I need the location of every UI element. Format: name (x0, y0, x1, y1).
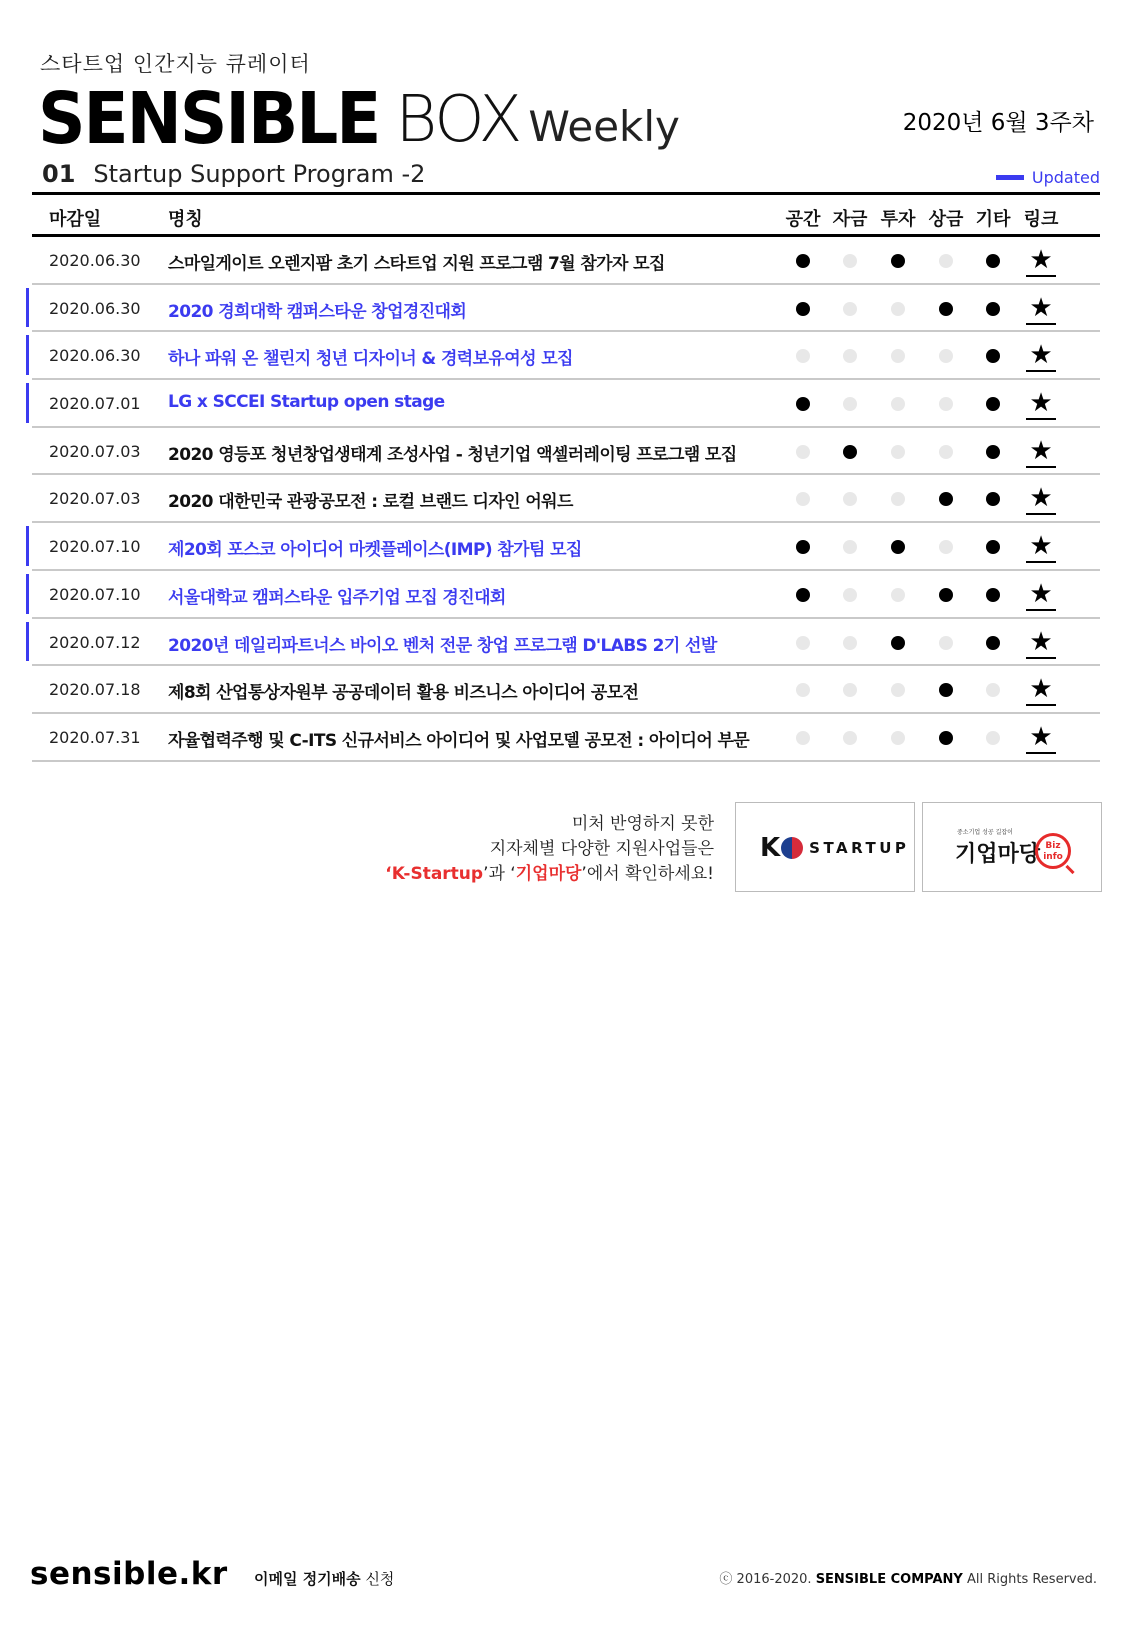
indicator-other (986, 254, 1000, 268)
indicator-investment (891, 349, 905, 363)
indicator-funding (843, 254, 857, 268)
row-name: 제20회 포스코 아이디어 마켓플레이스(IMP) 참가팀 모집 (168, 540, 582, 561)
indicator-investment (891, 445, 905, 459)
copyright-prefix: ⓒ 2016-2020. (719, 1572, 812, 1587)
indicator-space (796, 302, 810, 316)
indicator-investment (891, 683, 905, 697)
brand-weekly: Weekly (528, 102, 680, 151)
row-name: 서울대학교 캠퍼스타운 입주기업 모집 경진대회 (168, 587, 506, 608)
link-star-icon[interactable]: ★ (1026, 293, 1056, 325)
indicator-other (986, 588, 1000, 602)
table-row (32, 332, 1100, 380)
table-header (32, 195, 1100, 237)
indicator-funding (843, 731, 857, 745)
indicator-other (986, 397, 1000, 411)
indicator-investment (891, 492, 905, 506)
indicator-space (796, 731, 810, 745)
header-space: 공간 (785, 209, 821, 230)
kstartup-k: K (760, 833, 781, 863)
table-row (32, 475, 1100, 523)
header-funding: 자금 (832, 209, 868, 230)
row-date: 2020.07.01 (49, 394, 141, 414)
gmd-logo-button[interactable] (922, 802, 1102, 892)
footer-subscribe[interactable] (254, 1568, 394, 1589)
table-row (32, 571, 1100, 619)
copyright (719, 1568, 1097, 1587)
brand-box: BOX (395, 83, 521, 157)
footer-site[interactable]: sensible.kr (30, 1556, 228, 1592)
promo-tail: ’에서 확인하세요! (581, 864, 714, 884)
taegeuk-icon (781, 837, 803, 859)
table-row (32, 380, 1100, 428)
row-name: 하나 파워 온 챌린지 청년 디자이너 & 경력보유여성 모집 (168, 349, 573, 370)
kstartup-text: STARTUP (809, 839, 910, 857)
program-table (32, 192, 1100, 762)
row-name: 제8회 산업통상자원부 공공데이터 활용 비즈니스 아이디어 공모전 (168, 683, 639, 704)
updated-legend (996, 168, 1100, 187)
row-name: 스마일게이트 오렌지팜 초기 스타트업 지원 프로그램 7월 참가자 모집 (168, 254, 665, 274)
kstartup-logo (760, 833, 909, 863)
row-name: 2020 영등포 청년창업생태계 조성사업 - 청년기업 액셀러레이팅 프로그램 모집 (168, 444, 737, 465)
indicator-other (986, 731, 1000, 745)
indicator-other (986, 683, 1000, 697)
copyright-suffix: All Rights Reserved. (966, 1572, 1097, 1587)
indicator-prize (939, 397, 953, 411)
header-other: 기타 (975, 209, 1011, 230)
indicator-funding (843, 636, 857, 650)
promo-gmd-link[interactable]: 기업마당 (515, 864, 582, 884)
table-row (32, 523, 1100, 571)
row-date: 2020.07.10 (49, 537, 141, 557)
link-star-icon[interactable]: ★ (1026, 436, 1056, 468)
indicator-investment (891, 254, 905, 268)
link-star-icon[interactable]: ★ (1026, 722, 1056, 754)
link-star-icon[interactable]: ★ (1026, 340, 1056, 372)
link-star-icon[interactable]: ★ (1026, 531, 1056, 563)
indicator-other (986, 445, 1000, 459)
row-name: LG x SCCEI Startup open stage (168, 392, 445, 413)
link-star-icon[interactable]: ★ (1026, 483, 1056, 515)
row-date: 2020.06.30 (49, 298, 141, 318)
updated-legend-bar (996, 175, 1024, 180)
bizinfo-magnifier-icon: Biz info (1035, 833, 1071, 869)
indicator-prize (939, 492, 953, 506)
indicator-other (986, 540, 1000, 554)
link-star-icon[interactable]: ★ (1026, 388, 1056, 420)
brand-logo (38, 76, 680, 161)
copyright-company: SENSIBLE COMPANY (815, 1572, 963, 1587)
indicator-prize (939, 349, 953, 363)
indicator-space (796, 397, 810, 411)
table-row (32, 285, 1100, 333)
row-date: 2020.07.18 (49, 680, 141, 700)
header-subtitle: 스타트업 인간지능 큐레이터 (40, 52, 311, 76)
indicator-prize (939, 254, 953, 268)
indicator-other (986, 492, 1000, 506)
link-star-icon[interactable]: ★ (1026, 674, 1056, 706)
header-link: 링크 (1023, 209, 1059, 230)
promo-line-3 (360, 862, 714, 887)
header-investment: 투자 (880, 209, 916, 230)
table-row (32, 237, 1100, 285)
row-date: 2020.07.03 (49, 489, 141, 509)
gmd-tagline: 중소기업 성공 길잡이 (957, 829, 1013, 836)
gmd-name: 기업마당 (955, 842, 1041, 867)
indicator-funding (843, 540, 857, 554)
promo-quote-open: ‘ (385, 864, 392, 884)
indicator-prize (939, 731, 953, 745)
indicator-investment (891, 397, 905, 411)
link-star-icon[interactable]: ★ (1026, 579, 1056, 611)
indicator-investment (891, 636, 905, 650)
indicator-investment (891, 731, 905, 745)
row-name: 자율협력주행 및 C-ITS 신규서비스 아이디어 및 사업모델 공모전 : 아이디어 부문 (168, 730, 750, 751)
brand-sensible: SENSIBLE (38, 76, 380, 161)
indicator-investment (891, 302, 905, 316)
indicator-funding (843, 349, 857, 363)
section-title (42, 160, 425, 188)
indicator-space (796, 636, 810, 650)
row-date: 2020.06.30 (49, 346, 141, 366)
indicator-funding (843, 492, 857, 506)
indicator-space (796, 445, 810, 459)
indicator-funding (843, 397, 857, 411)
indicator-prize (939, 588, 953, 602)
table-row (32, 619, 1100, 667)
updated-legend-label: Updated (1031, 168, 1100, 187)
indicator-investment (891, 540, 905, 554)
indicator-investment (891, 588, 905, 602)
week-label: 2020년 6월 3주차 (902, 110, 1094, 136)
table-row (32, 428, 1100, 476)
row-date: 2020.07.31 (49, 727, 141, 747)
indicator-prize (939, 683, 953, 697)
indicator-space (796, 492, 810, 506)
indicator-prize (939, 636, 953, 650)
indicator-funding (843, 683, 857, 697)
promo-line-2: 지자체별 다양한 지원사업들은 (489, 839, 714, 859)
table-body (32, 237, 1100, 762)
promo-kstartup-link[interactable]: K-Startup (391, 864, 484, 884)
header (38, 44, 1098, 161)
indicator-prize (939, 445, 953, 459)
indicator-space (796, 540, 810, 554)
header-name: 명칭 (168, 209, 203, 230)
indicator-space (796, 254, 810, 268)
indicator-space (796, 349, 810, 363)
header-prize: 상금 (928, 209, 964, 230)
promo-text (360, 812, 714, 887)
row-date: 2020.06.30 (49, 251, 141, 270)
section-title-text: Startup Support Program -2 (93, 160, 426, 188)
promo-line-1: 미처 반영하지 못한 (571, 814, 714, 834)
indicator-other (986, 349, 1000, 363)
indicator-other (986, 636, 1000, 650)
row-name: 2020 대한민국 관광공모전 : 로컬 브랜드 디자인 어워드 (168, 492, 573, 513)
promo-mid: ’과 ‘ (483, 864, 516, 884)
row-name: 2020 경희대학 캠퍼스타운 창업경진대회 (168, 301, 467, 322)
row-date: 2020.07.12 (49, 632, 141, 652)
indicator-prize (939, 302, 953, 316)
row-date: 2020.07.03 (49, 441, 141, 461)
table-row (32, 666, 1100, 714)
indicator-space (796, 588, 810, 602)
link-star-icon[interactable]: ★ (1026, 245, 1056, 277)
footer-subscribe-rest: 신청 (365, 1570, 395, 1588)
indicator-other (986, 302, 1000, 316)
indicator-prize (939, 540, 953, 554)
section-number: 01 (42, 160, 76, 188)
header-date: 마감일 (49, 209, 102, 230)
kstartup-logo-button[interactable] (735, 802, 915, 892)
row-date: 2020.07.10 (49, 584, 141, 604)
footer-subscribe-bold: 이메일 정기배송 (254, 1570, 361, 1588)
indicator-space (796, 683, 810, 697)
link-star-icon[interactable]: ★ (1026, 627, 1056, 659)
indicator-funding (843, 302, 857, 316)
table-row (32, 714, 1100, 762)
indicator-funding (843, 445, 857, 459)
indicator-funding (843, 588, 857, 602)
row-name: 2020년 데일리파트너스 바이오 벤처 전문 창업 프로그램 D'LABS 2기 선발 (168, 635, 717, 656)
